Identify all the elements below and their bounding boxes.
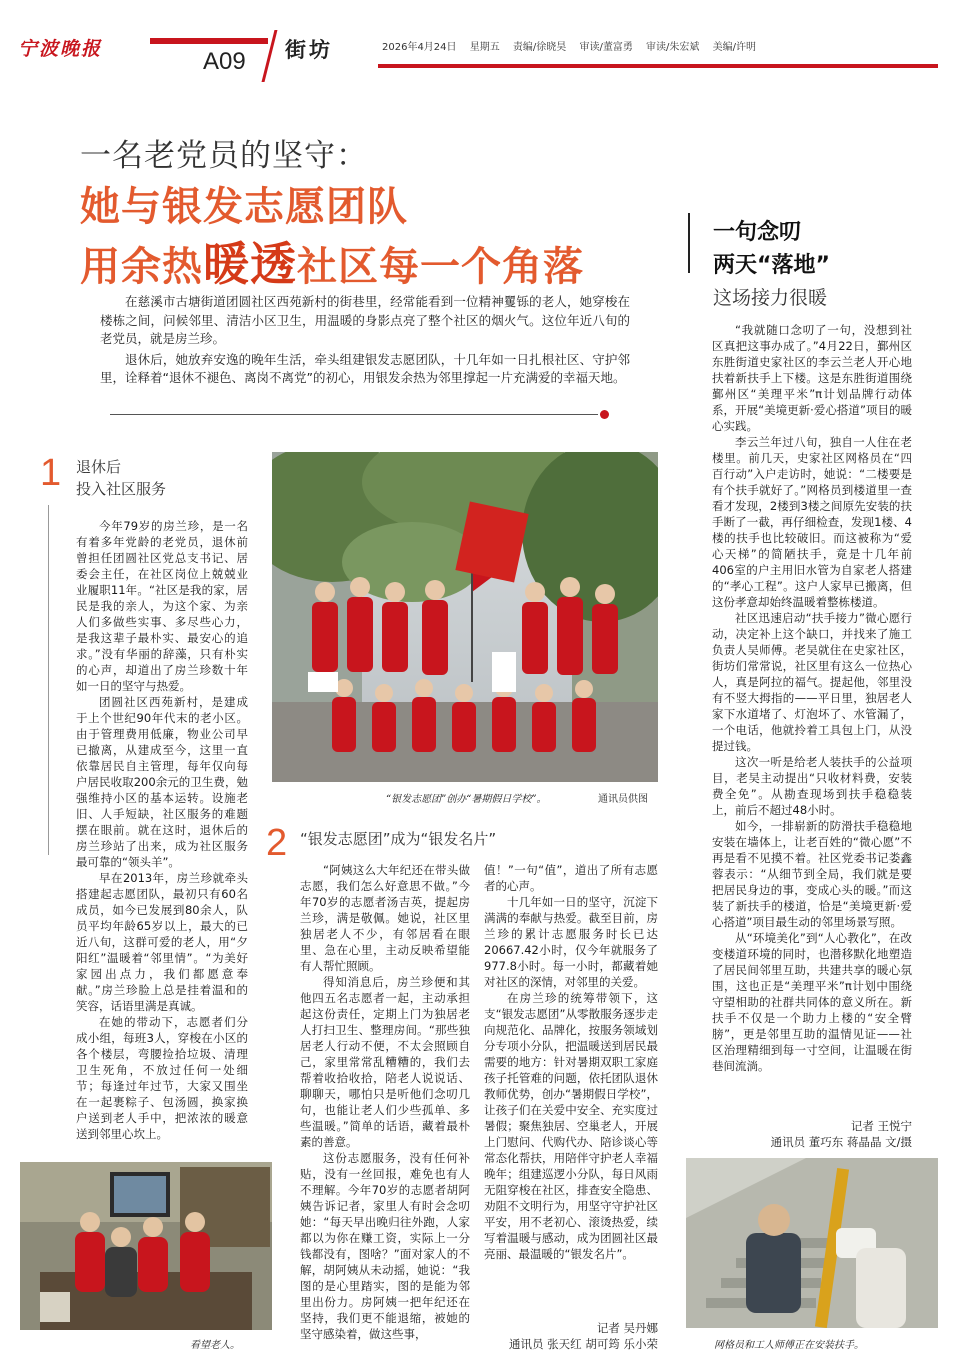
handrail-install-photo [686, 1158, 938, 1328]
sidebar-reporter: 记者 王悦宁 [850, 1119, 912, 1133]
section-2-title: “银发志愿团”成为“银发名片” [300, 830, 497, 848]
section-1-rule [48, 505, 49, 855]
body-paragraph: 这份志愿服务，没有任何补贴，没有一丝回报，难免也有人不理解。今年70岁的志愿者胡阿姨告诉记者，家里人有时会念叨她：“每天早出晚归往外跑，人家都以为你在赚工资，实际上一分钱都没有，图啥？”面对家人的不解，胡阿姨从未动摇，她说：“我图的是心里踏实，图的是能为邻里出份力。房阿姨一把年纪还在坚持，我们更不能退缩，被她的坚守感染着，做这些事， [300, 1151, 470, 1341]
masthead-rule-right [378, 64, 938, 68]
lead-paragraph: 在慈溪市古塘街道团圆社区西苑新村的街巷里，经常能看到一位精神矍铄的老人，她穿梭在楼栋之间，问候邻里、清洁小区卫生，用温暖的身影点亮了整个社区的烟火气。这位年近八旬的老党员，就是房兰珍。 [100, 294, 630, 346]
photo-1-caption: “银发志愿团”创办“暑期假日学校”。 [386, 794, 547, 805]
lead-divider [110, 414, 598, 415]
body-paragraph: 在房兰珍的统筹带领下，这支“银发志愿团”从零散服务逐步走向规范化、品牌化，按服务领域划分专项小分队，把温暖送到居民最需要的地方：针对暑期双职工家庭孩子托管难的问题，依托团队退休教师优势，创办“暑期假日学校”，让孩子们在关爱中安全、充实度过暑假；聚焦独居、空巢老人，开展上门慰问、代购代办、陪诊谈心等常态化帮扶，用陪伴守护老人幸福晚年；组建巡逻小分队，每日风雨无阻穿梭在社区，排查安全隐患、劝阻不文明行为，用坚守守护社区平安，用不老初心、滚烫热爱，续写着温暖与感动，成为团圆社区最亮丽、最温暖的“银发名片”。 [484, 991, 658, 1261]
headline-line-2 [80, 228, 584, 294]
visiting-elderly-illustration [20, 1162, 272, 1330]
sidebar-paragraph: “我就随口念叨了一句，没想到社区真把这事办成了。”4月22日，鄞州区东胜街道史家社区的李云兰老人开心地扶着新扶手上下楼。这是东胜街道围绕鄞州区“美理平米”π计划品牌行动体系，开展“美境更新·爱心搭道”项目的暖心实践。 [712, 323, 912, 433]
section-1-number: 1 [40, 452, 62, 494]
sidebar-paragraph: 从“环境美化”到“人心教化”，在改变楼道环境的同时，也潜移默化地塑造了居民间邻里互助，共建共享的暖心氛围，这也正是“美理平米”π计划中围绕守望相助的社群共同体的意义所在。新扶手不仅是一个助力上楼的“安全臂膀”，更是邻里互助的温情见证——社区治理精细到每一寸空间，让温暖在街巷间流淌。 [712, 931, 912, 1073]
section-1-column [76, 518, 248, 1146]
headline-pre: 用余热 [80, 244, 203, 290]
sidebar-title-line-2: 两天“落地” [713, 253, 830, 278]
headline-post: 社区每一个角落 [297, 244, 584, 290]
editor-credit: 责编/徐晓昊 [512, 42, 567, 53]
designer-credit: 审读/董富勇 [579, 42, 633, 53]
body-paragraph: 得知消息后，房兰珍便和其他四五名志愿者一起，主动承担起这份责任，定期上门为独居老人打扫卫生、整理房间。“那些独居老人行动不便，不太会照顾自己，家里常常乱糟糟的，我们去帮着收拾收拾，陪老人说说话、聊聊天，哪怕只是听他们念叨几句，也能让老人们少些孤单、多些温暖。”简单的话语，藏着最朴素的善意。 [300, 975, 470, 1149]
body-paragraph: 早在2013年，房兰珍就牵头搭建起志愿团队，最初只有60名成员，如今已发展到80余人，队员平均年龄65岁以上，最大的已近八旬，这群可爱的老人，用“夕阳红”温暖着“邻里情”。“为美好家园出点力，我们都愿意奉献。”房兰珍脸上总是挂着温和的笑容，话语里满是真诚。 [76, 871, 248, 1013]
page-number: A09 [203, 48, 246, 75]
photo-1-credit: 通讯员供图 [598, 794, 648, 805]
section-2-column-1 [300, 862, 470, 1344]
sidebar-paragraph: 这次一听是给老人装扶手的公益项目，老吴主动提出“只收材料费，安装费全免”。从勘查现场到扶手稳稳装上，前后不超过48小时。 [712, 755, 912, 817]
issue-date: 2026年4月24日 [382, 42, 457, 53]
sidebar-paragraph: 如今，一排崭新的防滑扶手稳稳地安装在墙体上，让老百姓的“微心愿”不再是看不见摸不着。社区党委书记娄鑫蓉表示：“从细节到全局，我们就是要把居民身边的事，变成心头的暖。”而这装了新扶手的楼道，恰是“美境更新·爱心搭道”项目最生动的邻里场景写照。 [712, 819, 912, 929]
section-1-title-line: 投入社区服务 [76, 480, 167, 498]
photo-2-caption: 看望老人。 [190, 1340, 240, 1351]
article-lead [100, 293, 630, 388]
section-2-column-2 [484, 862, 658, 1320]
headline-emphasis: 暖透 [203, 237, 297, 291]
section-2-correspondents: 通讯员 张天红 胡可筠 乐小荣 [509, 1337, 658, 1351]
headline-line-1: 她与银发志愿团队 [80, 184, 408, 230]
photo-3-caption: 网格员和工人师傅正在安装扶手。 [714, 1340, 864, 1351]
body-paragraph: 值！”一句“值”，道出了所有志愿者的心声。 [484, 863, 658, 893]
issue-weekday: 星期五 [469, 42, 500, 53]
sidebar-paragraph: 社区迅速启动“扶手接力”微心愿行动，决定补上这个缺口，并找来了施工负责人吴师傅。老吴就住在史家社区，街坊们常常说，社区里有这么一位热心人，真是阿拉的福气。提起他，邻里没有不竖大拇指的——平日里，独居老人家下水道堵了、灯泡坏了、水管漏了，一个电话，他就拎着工具包上门，从没提过钱。 [712, 611, 912, 753]
article-kicker: 一名老党员的坚守： [80, 138, 368, 174]
body-paragraph: 团圆社区西苑新村，是建成于上个世纪90年代末的老小区。由于管理费用低廉，物业公司早已撤离，从建成至今，这里一直依靠居民自主管理，每年仅向每户居民收取200余元的卫生费，勉强维持小区的基本运转。设施老旧、人手短缺，社区服务的难题摆在眼前。就在这时，退休后的房兰珍站了出来，成为社区服务最可靠的“领头羊”。 [76, 695, 248, 869]
section-1-title-line: 退休后 [76, 458, 122, 476]
section-2-number: 2 [266, 822, 288, 864]
header-meta [382, 38, 766, 53]
handrail-install-illustration [686, 1158, 938, 1328]
visiting-elderly-photo [20, 1162, 272, 1330]
lead-divider-dot [600, 410, 609, 419]
body-paragraph: 十几年如一日的坚守，沉淀下满满的奉献与热爱。截至目前，房兰珍的累计志愿服务时长已达20667.42小时，仅今年就服务了977.8小时。每一小时，都藏着她对社区的深情，对邻里的关爱。 [484, 895, 658, 989]
sidebar-subtitle: 这场接力很暖 [713, 287, 828, 309]
sidebar-paragraph: 李云兰年过八旬，独自一人住在老楼里。前几天，史家社区网格员在“四百行动”入户走访时，她说：“二楼要是有个扶手就好了。”网格员到楼道里一查看才发现，2楼到3楼之间原先安装的扶手断了一截，再仔细检查，发现1楼、4楼的扶手也比较破旧。而这被称为“爱心天梯”的简陋扶手，竟是十几年前406室的户主用旧水管为自家老人搭建的“孝心工程”。这户人家早已搬离，但这份孝意却始终温暖着整栋楼道。 [712, 435, 912, 609]
sidebar-column [712, 322, 912, 1114]
sidebar-title-rule [688, 213, 690, 273]
volunteer-group-illustration [272, 452, 658, 782]
body-paragraph: “阿姨这么大年纪还在带头做志愿，我们怎么好意思不做。”今年70岁的志愿者汤吉英，提起房兰珍，满是敬佩。她说，社区里独居老人不少，有邻居看在眼里、急在心里，主动反映希望能有人帮忙照顾。 [300, 863, 470, 973]
newspaper-logo: 宁波晚报 [18, 38, 103, 60]
body-paragraph: 在她的带动下，志愿者们分成小组，每班3人，穿梭在小区的各个楼层，弯腰捡拾垃圾、清理卫生死角，不放过任何一处细节；每逢过年过节，大家又围坐在一起裹粽子、包汤圆，换家换户送到老人手中，把浓浓的暖意送到邻里心坎上。 [76, 1015, 248, 1141]
art-credit: 美编/许明 [712, 42, 756, 53]
section-name: 街坊 [285, 37, 333, 62]
section-1-title [76, 456, 166, 500]
sidebar-title-line-1: 一句念叨 [713, 220, 802, 245]
lead-paragraph: 退休后，她放弃安逸的晚年生活，牵头组建银发志愿团队，十几年如一日扎根社区、守护邻里，诠释着“退休不褪色、离岗不离党”的初心，用银发余热为邻里撑起一片充满爱的幸福天地。 [100, 351, 630, 385]
proofreader-credit: 审读/朱宏斌 [646, 42, 700, 53]
sidebar-correspondents: 通讯员 董巧东 蒋晶晶 文/摄 [770, 1135, 912, 1149]
body-paragraph: 今年79岁的房兰珍，是一名有着多年党龄的老党员，退休前曾担任团圆社区党总支书记、居委会主任，在社区岗位上兢兢业业履职11年。“社区是我的家，居民是我的亲人，为这个家、为亲人们多做些实事、多尽些心力，是我这辈子最朴实、最安心的追求。”没有华丽的辞藻，只有朴实的心声，却道出了房兰珍数十年如一日的坚守与热爱。 [76, 519, 248, 693]
masthead-rule-left [150, 38, 268, 44]
section-2-reporter: 记者 吴丹娜 [596, 1321, 658, 1335]
volunteer-group-photo [272, 452, 658, 782]
